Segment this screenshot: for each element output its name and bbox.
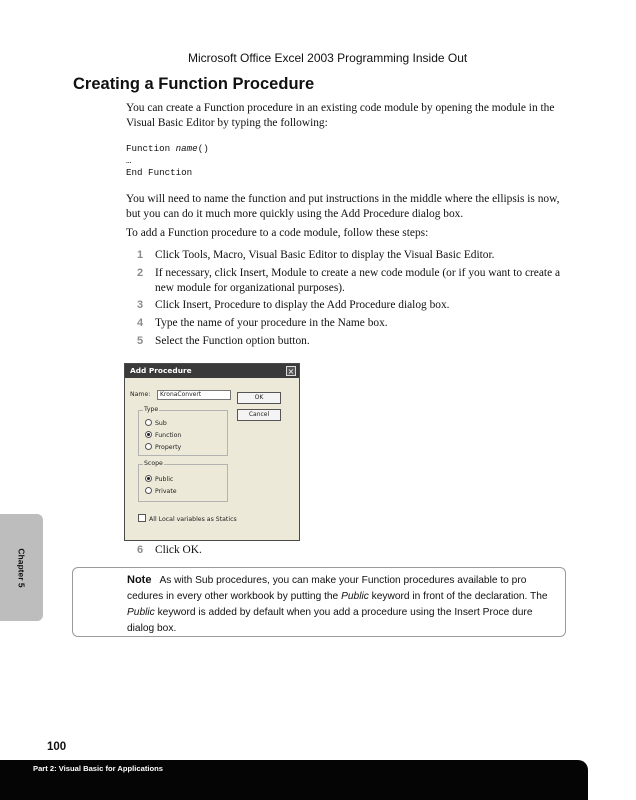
step-2: 2 If necessary, click Insert, Module to create a new code module (or if you want to create a new module for organizational purposes). xyxy=(137,267,561,294)
intro-paragraph: You can create a Function procedure in an existing code module by opening the module in the Visual Basic Editor by typing the following: xyxy=(126,102,555,129)
radio-private-icon xyxy=(145,487,152,494)
radio-property[interactable]: Property xyxy=(145,443,181,451)
chapter-tab-label: Chapter 5 xyxy=(16,547,27,588)
radio-sub-icon xyxy=(145,419,152,426)
radio-function[interactable]: Function xyxy=(145,431,181,439)
code-line-2: … xyxy=(126,155,132,166)
ok-button[interactable]: OK xyxy=(237,392,281,404)
radio-function-icon xyxy=(145,431,152,438)
scope-group xyxy=(138,460,228,502)
running-header: Microsoft Office Excel 2003 Programming Inside Out xyxy=(188,51,468,65)
radio-sub[interactable]: Sub xyxy=(145,419,167,427)
code-line-3: End Function xyxy=(126,167,193,178)
radio-public[interactable]: Public xyxy=(145,475,173,483)
radio-private[interactable]: Private xyxy=(145,487,177,495)
checkbox-icon xyxy=(138,514,146,522)
scope-group-label: Scope xyxy=(144,460,163,467)
type-group-label: Type xyxy=(144,406,159,413)
radio-public-icon xyxy=(145,475,152,482)
footer-text: Part 2: Visual Basic for Applications xyxy=(33,764,163,773)
name-label: Name: xyxy=(130,391,151,398)
close-icon[interactable]: × xyxy=(287,367,295,376)
code-line-1: Function name() xyxy=(126,143,209,154)
paragraph-steps-intro: To add a Function procedure to a code module, follow these steps: xyxy=(126,227,429,239)
step-6: 6 Click OK. xyxy=(137,544,202,556)
dialog-title-bar: Add Procedure xyxy=(125,364,299,378)
step-1: 1 Click Tools, Macro, Visual Basic Editor to display the Visual Basic Editor. xyxy=(137,249,495,261)
page-number: 100 xyxy=(47,741,67,753)
paragraph-ellipsis: You will need to name the function and put instructions in the middle where the ellipsis is now, but you can do it much more quickly using the Add Procedure dialog box. xyxy=(126,193,560,220)
section-title: Creating a Function Procedure xyxy=(73,75,315,93)
step-5: 5 Select the Function option button. xyxy=(137,335,310,347)
step-3: 3 Click Insert, Procedure to display the Add Procedure dialog box. xyxy=(137,299,450,311)
type-group xyxy=(138,406,228,456)
radio-property-icon xyxy=(145,443,152,450)
add-procedure-dialog xyxy=(124,363,300,541)
note-label: Note xyxy=(127,574,152,586)
name-input[interactable]: KronaConvert xyxy=(157,390,231,400)
note-text: Note As with Sub procedures, you can make your Function procedures available to pro cedures in every other workbook by putting the Public keyword in front of the declaration. The Public keyword is added by default when you add a procedure using the Insert Proce dure dialog box. xyxy=(127,574,548,634)
statics-checkbox[interactable]: All Local variables as Statics xyxy=(138,514,237,523)
cancel-button[interactable]: Cancel xyxy=(237,409,281,421)
step-4: 4 Type the name of your procedure in the Name box. xyxy=(137,317,388,329)
